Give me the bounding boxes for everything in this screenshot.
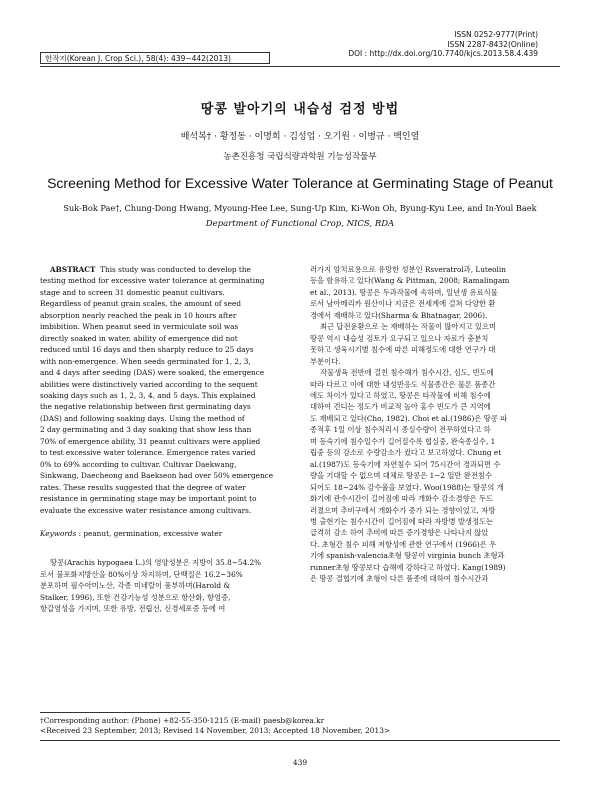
- page-number: 439: [292, 758, 308, 767]
- issn-block: [348, 30, 538, 59]
- intro-line: 로서 불포화지방산을 80%이상 차지하며, 단백질은 16.2~36%: [40, 569, 243, 579]
- abstract-line: rates. These results suggested that the degree of water: [40, 482, 246, 492]
- body-line: 립중 등의 감소로 수량감소가 컸다고 보고하였다. Chung et: [310, 448, 502, 458]
- body-line: 도 재배되고 있다(Cho, 1982). Choi et al.(1986)은 땅콩 파: [310, 413, 508, 423]
- abstract-line: 2 day germinating and 3 day soaking that show less than: [40, 425, 252, 435]
- body-line: 다. 초형간 침수 피해 저항성에 관한 연구에서 (1966)은 우: [310, 539, 497, 549]
- footnote: [40, 716, 560, 736]
- body-line: 작물생육 전반에 걸친 침수해가 침수시간, 심도, 빈도에: [320, 368, 494, 378]
- spacer: [40, 539, 294, 557]
- body-line: 며 등숙기에 침수일수가 길어질수록 협실중, 완숙종실수, 1: [310, 436, 496, 446]
- left-column: [40, 264, 294, 615]
- intro-line: 분포하며 필수아미노산, 각종 미네랄이 풍부하며(Harold &: [40, 581, 230, 591]
- body-line: 로서 남아메리카 원산이나 지금은 전세계에 걸쳐 다양한 환: [310, 299, 496, 309]
- body-line: 대하여 견디는 정도가 비교적 높아 홍수 빈도가 큰 지역에: [310, 402, 491, 412]
- header-rule: [40, 66, 560, 67]
- body-line: 급격히 감소 하여 추비에 따른 증가경향은 나타나지 않았: [310, 528, 489, 538]
- journal-reference: 한작지(Korean J. Crop Sci.), 58(4): 439~442(2013): [40, 52, 270, 64]
- body-line: 러졌으며 추비구에서 개화수가 증가 되는 경향이었고, 자방: [310, 505, 496, 515]
- abstract-line: resistance in germinating stage may be important point to: [40, 494, 257, 504]
- affiliation-english: Department of Functional Crop, NICS, RDA: [205, 219, 395, 229]
- abstract-line: imbibition. When peanut seed in vermiculate soil was: [40, 322, 239, 332]
- received-dates: <Received 23 September, 2013; Revised 14 November, 2013; Accepted 18 November, 2013>: [40, 726, 391, 735]
- body-line: 등을 함유하고 있다(Wang & Pittman, 2008; Ramalingam: [310, 276, 510, 286]
- body-line: 최근 답전윤환으로 논 재배하는 작물이 많아지고 있으며: [320, 322, 497, 332]
- keywords-text: : peanut, germination, excessive water: [76, 528, 223, 538]
- body-line: 땅콩 역시 내습성 검토가 요구되고 있으나 자료가 충분치: [310, 333, 489, 343]
- body-line: 따라 다르고 이에 대한 내성반응도 식물종간은 물론 품종간: [310, 379, 496, 389]
- abstract-line: absorption nearly reached the peak in 10 hours after: [40, 310, 237, 320]
- right-column: [310, 264, 560, 585]
- abstract-line: Sinkwang, Daecheong and Baekseon had over 50% emergence: [40, 471, 274, 481]
- abstract-line: directly soaked in water, ability of emergence did not: [40, 333, 238, 343]
- title-english: Screening Method for Excessive Water Tolerance at Germinating Stage of Peanut: [47, 175, 553, 191]
- footer-rule: [40, 740, 560, 741]
- authors-korean: 배석복† · 황정동 · 이명희 · 김성업 · 오기원 · 이병규 · 백인열: [180, 132, 420, 142]
- body-line: 부분이다.: [310, 356, 341, 366]
- authors-english: Suk-Bok Pae†, Chung-Dong Hwang, Myoung-Hee Lee, Sung-Up Kim, Ki-Won Oh, Byung-Kyu Lee, and In-Youl Baek: [63, 203, 537, 213]
- intro-line: Stalker, 1996), 또한 건강기능성 성분으로 항산화, 항염증,: [40, 592, 231, 602]
- issn-print: ISSN 0252-9777(Print): [454, 30, 538, 39]
- footnote-rule: [40, 712, 190, 713]
- abstract-line: 70% of emergence ability, 31 peanut cultivars were applied: [40, 436, 261, 446]
- abstract-line: with non-emergence. When seeds germinated for 1, 2, 3,: [40, 356, 251, 366]
- abstract-line: reduced until 16 days and then sharply reduce to 25 days: [40, 345, 254, 355]
- keywords-label: Keywords: [40, 528, 77, 538]
- intro-line: 항갑염성을 가지며, 또한 유방, 전립선, 신경세포증 등에 여: [40, 604, 226, 614]
- abstract-line: This study was conducted to develop the: [100, 265, 251, 274]
- abstract-line: (DAS) and following soaking days. Using the method of: [40, 413, 245, 423]
- body-line: et al., 2013). 땅콩은 두과작물에 속하며, 일년생 유료식물: [310, 287, 498, 297]
- body-line: 화기에 관수시간이 길어짐에 따라 개화수 감소경향은 두드: [310, 494, 494, 504]
- abstract-line: testing method for excessive water tolerance at germinating: [40, 276, 265, 286]
- body-line: 량을 기대할 수 없으며 대체로 땅콩은 1~2 일만 완전침수: [310, 471, 492, 481]
- corresponding-author: †Corresponding author: (Phone) +82-55-350-1215 (E-mail) paesb@korea.kr: [40, 716, 325, 725]
- doi: DOI : http://dx.doi.org/10.7740/kjcs.2013.58.4.439: [348, 49, 538, 59]
- abstract-line: Regardless of peanut grain scales, the amount of seed: [40, 299, 241, 309]
- body-line: 기에 spanish-valencia초형 땅콩이 virginia bunch 초형과: [310, 551, 505, 561]
- abstract-first-line: [40, 264, 294, 275]
- abstract-line: to test excessive water tolerance. Emergence rates varied: [40, 448, 256, 458]
- body-line: 못하고 생육시기별 침수에 따른 피해정도에 대한 연구가 대: [310, 345, 496, 355]
- body-line: runner초형 땅콩보다 습해에 강하다고 하였다. Kang(1989): [310, 562, 506, 572]
- abstract-line: stage and to screen 31 domestic peanut cultivars.: [40, 287, 225, 297]
- body-line: 러가지 암치료용으로 유망한 성분인 Rsveratrol과, Luteolin: [310, 265, 506, 274]
- abstract-label: ABSTRACT: [50, 265, 96, 274]
- abstract-line: soaking days such as 1, 2, 3, 4, and 5 days. This explained: [40, 390, 256, 400]
- body-line: 되어도 18~24% 감수율을 보였다. Woo(1988)는 땅콩의 개: [310, 482, 504, 492]
- abstract-line: abilities were distinctively varied according to the sequent: [40, 379, 258, 389]
- abstract-line: and 4 days after seeding (DAS) were soaked, the emergence: [40, 368, 265, 378]
- abstract-line: evaluate the excessive water resistance among cultivars.: [40, 505, 252, 515]
- title-korean: 땅콩 발아기의 내습성 검정 방법: [200, 102, 400, 117]
- body-line: 경에서 재배하고 있다(Sharma & Bhatnagar, 2006).: [310, 310, 488, 320]
- issn-online: ISSN 2287-8432(Online): [447, 39, 538, 49]
- body-line: 병 출현기는 침수시간이 길어짐에 따라 자방병 발생정도는: [310, 516, 494, 526]
- intro-line: 땅콩(Arachis hypogaea L.)의 영양성분은 지방이 35.8~54.2%: [50, 558, 262, 568]
- abstract-line: 0% to 69% according to cultivar. Cultivar Daekwang,: [40, 459, 237, 469]
- body-line: 에도 차이가 있다고 하였고, 땅콩은 타작물에 비해 침수에: [310, 390, 491, 400]
- body-line: 종적후 1일 이상 침수처리시 종실수량이 전무하였다고 하: [310, 425, 491, 435]
- keywords: [40, 528, 294, 539]
- body-line: 은 땅콩 결협기에 초형이 다른 품종에 대하여 침수시간과: [310, 574, 489, 584]
- abstract-line: the negative relationship between first germinating days: [40, 402, 251, 412]
- body-line: al.(1987)도 등숙기에 자연침수 되어 75시간이 경과되면 수: [310, 459, 501, 469]
- affiliation-korean: 농촌진흥청 국립식량과학원 기능성작물부: [223, 152, 377, 162]
